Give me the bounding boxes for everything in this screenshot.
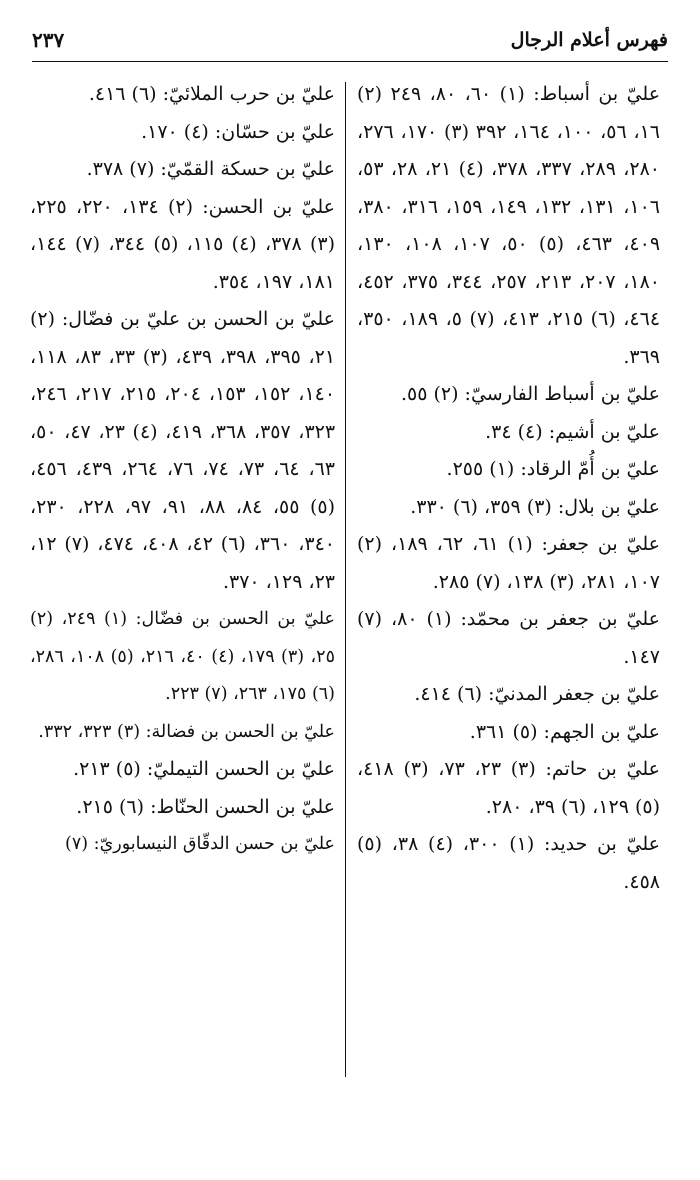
column-divider <box>345 82 346 1077</box>
index-entry: عليّ بن حسكة القمّيّ: (٧) ٣٧٨. <box>86 158 335 180</box>
index-entry: عليّ بن الحسن: (٢) ١٣٤، ٢٢٠، ٢٢٥، (٣) ٣٧٨، (٤) ١١٥، (٥) ٣٤٤، (٧) ١٤٤، ١٨١، ١٩٧، ٣٥٤. <box>30 195 336 293</box>
index-entry: عليّ بن الحسن التيمليّ: (٥) ٢١٣. <box>73 758 335 780</box>
index-entry: عليّ بن بلال: (٣) ٣٥٩، (٦) ٣٣٠. <box>410 495 660 518</box>
index-entry: عليّ بن حاتم: (٣) ٢٣، ٧٣، (٣) ٤١٨، (٥) ١٢٩، (٦) ٣٩، ٢٨٠. <box>357 758 661 818</box>
running-title: فهرس أعلام الرجال <box>510 29 668 51</box>
index-entry: عليّ بن أُمّ الرقاد: (١) ٢٥٥. <box>446 458 660 480</box>
page-number: ٢٣٧ <box>32 28 65 52</box>
index-entry: عليّ بن أسباط: (١) ٦٠، ٨٠، ٢٤٩ (٢) ١٦، ٥٦، ١٠٠، ١٦٤، ٣٩٢ (٣) ١٧٠، ٢٧٦، ٢٨٠، ٢٨٩، ٣٣٧، ٣٧٨، (٤) ٢١، ٢٨، ٥٣، ١٠٦، ١٣١، ١٣٢، ١٤٩، ١٥٩، ٣١٦، ٣٨٠، ٤٠٩، ٤٦٣، (٥) ٥٠، ١٠٧، ١٠٨، ١٣٠، ١٨٠، ٢٠٧، ٢١٣، ٢٥٧، ٣٤٤، ٣٧٥، ٤٥٢، ٤٦٤، (٦) ٢١٥، ٤١٣، (٧) ٥، ١٨٩، ٣٥٠، ٣٦٩. <box>357 83 661 368</box>
index-entry: عليّ بن جعفر المدنيّ: (٦) ٤١٤. <box>414 683 660 705</box>
index-entry: عليّ بن حسّان: (٤) ١٧٠. <box>141 120 335 143</box>
index-column-right <box>357 76 660 901</box>
index-entry: عليّ بن حرب الملائيّ: (٦) ٤١٦. <box>88 83 335 105</box>
index-entry: عليّ بن أسباط الفارسيّ: (٢) ٥٥. <box>400 383 660 405</box>
index-entry: عليّ بن حسن الدقّاق النيسابوريّ: (٧) <box>65 834 335 854</box>
index-entry: عليّ بن الحسن الحنّاط: (٦) ٢١٥. <box>76 795 335 818</box>
index-entry: عليّ بن الجهم: (٥) ٣٦١. <box>469 720 660 743</box>
header-rule <box>32 61 668 62</box>
index-entry: عليّ بن الحسن بن عليّ بن فضّال: (٢) ٢١، ٣٩٥، ٣٩٨، ٤٣٩، (٣) ٣٣، ٨٣، ١١٨، ١٤٠، ١٥٢، ١٥٣، ٢٠٤، ٢١٥، ٢١٧، ٢٤٦، ٣٢٣، ٣٥٧، ٣٦٨، ٤١٩، (٤) ٢٣، ٤٧، ٥٠، ٦٣، ٦٤، ٧٣، ٧٤، ٧٦، ٢٦٤، ٤٣٩، ٤٥٦، (٥) ٥٥، ٨٤، ٨٨، ٩١، ٩٧، ٢٢٨، ٢٣٠، ٣٤٠، ٣٦٠، (٦) ٤٢، ٤٠٨، ٤٧٤، (٧) ١٢، ٢٣، ١٢٩، ٣٧٠. <box>30 308 336 593</box>
index-entry: عليّ بن الحسن بن فضّال: (١) ٢٤٩، (٢) ٢٥، (٣) ١٧٩، (٤) ٤٠، ٢١٦، (٥) ١٠٨، ٢٨٦، (٦) ١٧٥، ٢٦٣، (٧) ٢٢٣. <box>30 609 336 704</box>
index-entry: عليّ بن جعفر بن محمّد: (١) ٨٠، (٧) ١٤٧. <box>357 608 660 668</box>
page-header <box>32 22 668 58</box>
index-column-left <box>30 76 335 864</box>
index-entry: عليّ بن جعفر: (١) ٦١، ٦٢، ١٨٩، (٢) ١٠٧، ٢٨١، (٣) ١٣٨، (٧) ٢٨٥. <box>357 533 660 593</box>
index-entry: عليّ بن أشيم: (٤) ٣٤. <box>485 420 660 443</box>
index-entry: عليّ بن الحسن بن فضالة: (٣) ٣٢٣، ٣٣٢. <box>38 721 335 742</box>
index-entry: عليّ بن حديد: (١) ٣٠٠، (٤) ٣٨، (٥) ٤٥٨. <box>357 833 660 893</box>
